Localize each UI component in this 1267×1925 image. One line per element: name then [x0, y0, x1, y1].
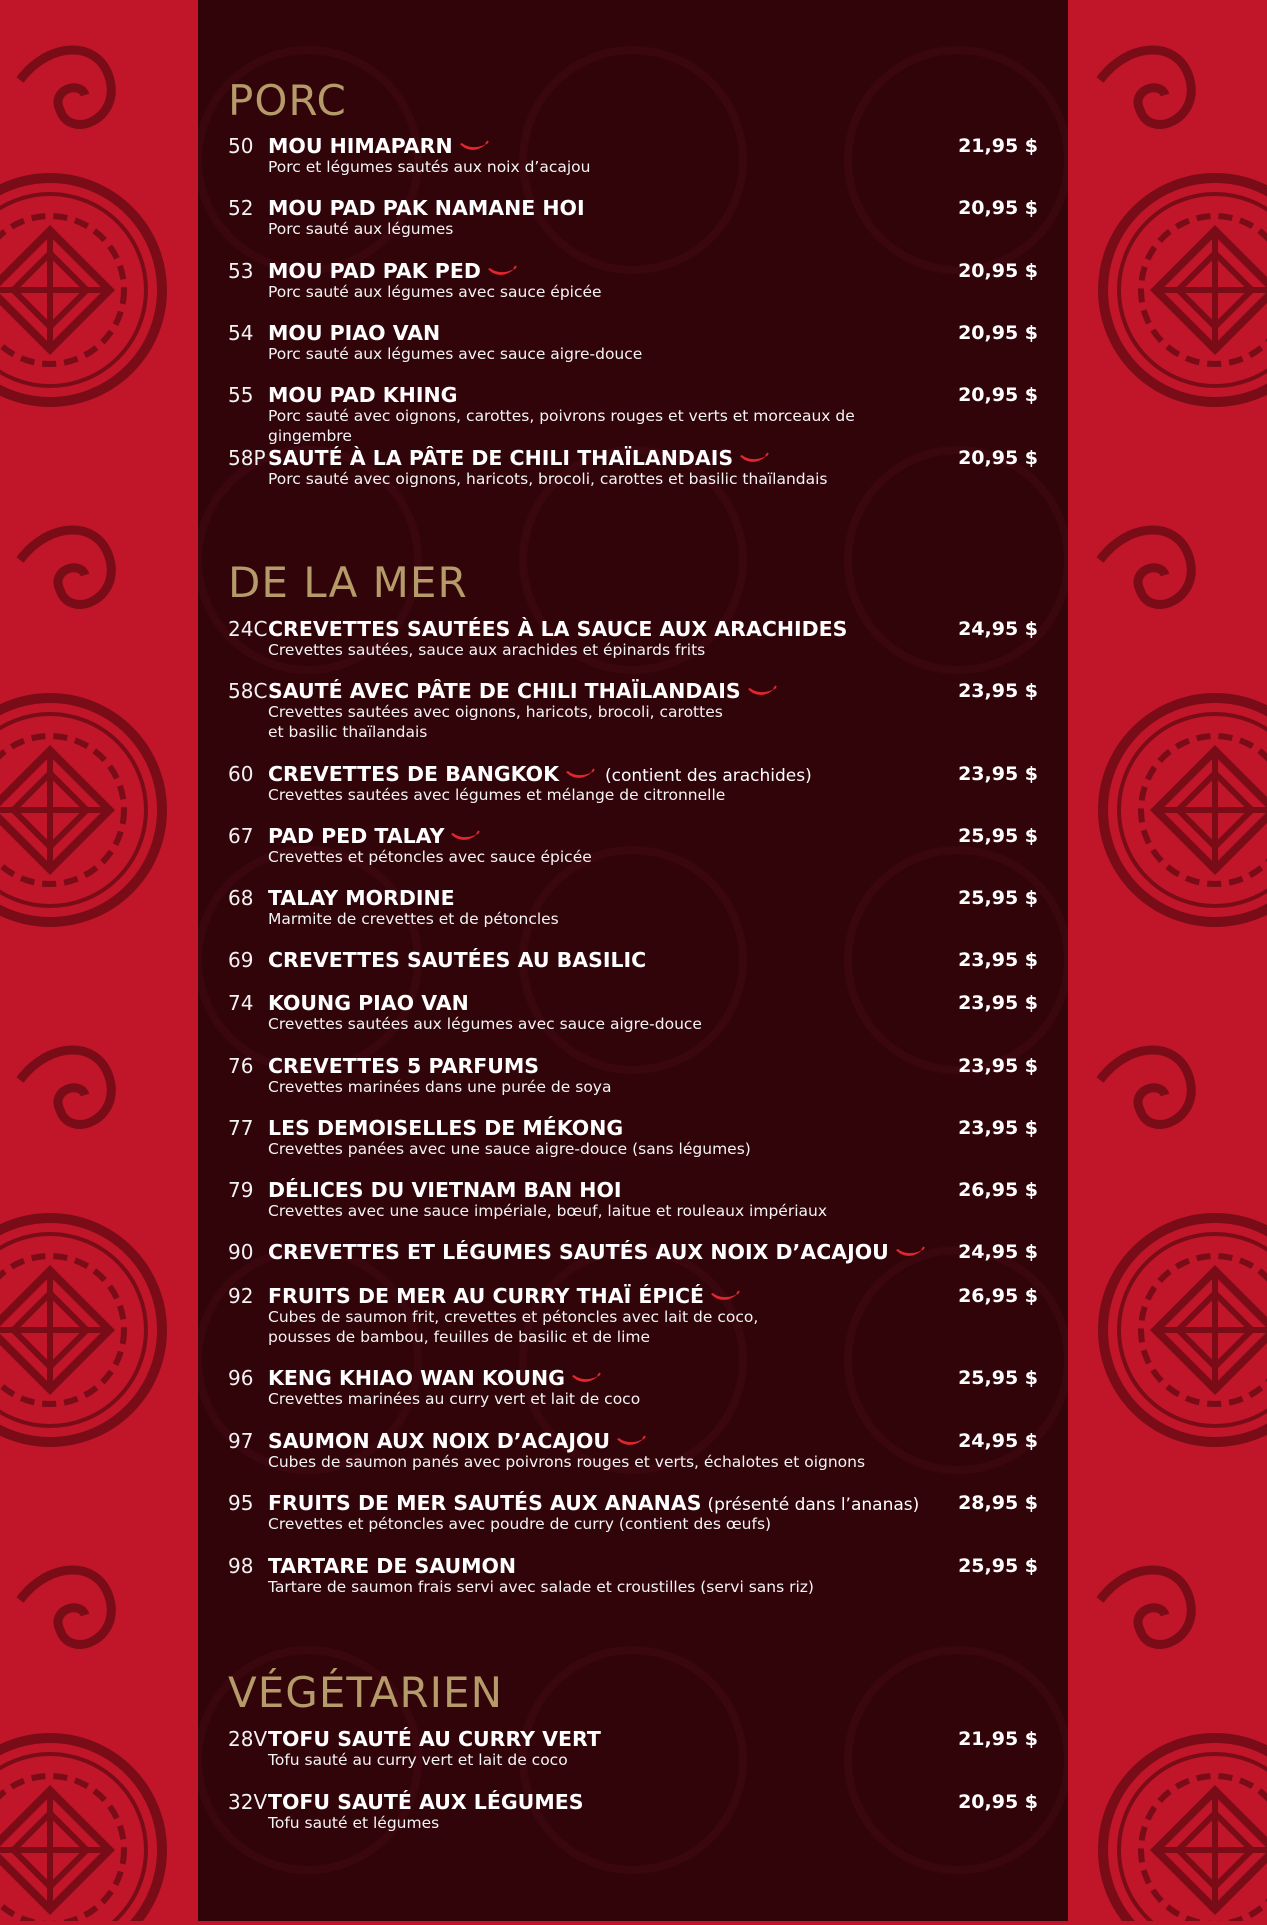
item-name-wrap [268, 823, 480, 849]
item-name: PAD PED TALAY [268, 824, 445, 848]
item-name: TARTARE DE SAUMON [268, 1554, 517, 1578]
item-number: 50 [228, 134, 254, 158]
item-description: Porc sauté aux légumes avec sauce aigre-douce [268, 345, 643, 363]
item-description: Porc sauté avec oignons, carottes, poivrons rouges et verts et morceaux de gingembre [268, 407, 855, 445]
chili-pepper-icon [487, 265, 517, 279]
item-note: (présenté dans l’ananas) [707, 1495, 920, 1515]
chili-pepper-icon [710, 1290, 740, 1304]
item-number: 97 [228, 1429, 254, 1453]
item-description: Porc sauté avec oignons, haricots, brocoli, carottes et basilic thaïlandais [268, 470, 828, 488]
item-description: Porc sauté aux légumes avec sauce épicée [268, 283, 602, 301]
item-name: FRUITS DE MER AU CURRY THAÏ ÉPICÉ [268, 1284, 705, 1308]
item-description: Porc sauté aux légumes [268, 220, 454, 238]
item-name: FRUITS DE MER SAUTÉS AUX ANANAS [268, 1491, 702, 1515]
item-number: 96 [228, 1366, 254, 1390]
item-name-wrap [268, 1365, 601, 1391]
item-description: Cubes de saumon frit, crevettes et pétoncles avec lait de coco, pousses de bambou, feuilles de basilic et de lime [268, 1308, 759, 1346]
item-price: 25,95 $ [958, 1367, 1038, 1389]
item-price: 23,95 $ [958, 1117, 1038, 1139]
item-name: TALAY MORDINE [268, 886, 455, 910]
item-description: Crevettes panées avec une sauce aigre-douce (sans légumes) [268, 1140, 751, 1158]
item-description: Tofu sauté au curry vert et lait de coco [268, 1751, 568, 1769]
item-description: Crevettes avec une sauce impériale, bœuf, laitue et rouleaux impériaux [268, 1202, 827, 1220]
item-description: Crevettes sautées avec oignons, haricots, brocoli, carottes et basilic thaïlandais [268, 703, 723, 741]
item-price: 21,95 $ [958, 135, 1038, 157]
item-name: MOU PIAO VAN [268, 321, 441, 345]
item-number: 58C [228, 679, 268, 703]
chili-pepper-icon [459, 140, 489, 154]
item-price: 23,95 $ [958, 992, 1038, 1014]
item-number: 55 [228, 383, 254, 407]
item-name-wrap [268, 1789, 584, 1815]
item-price: 20,95 $ [958, 1791, 1038, 1813]
item-description: Crevettes et pétoncles avec poudre de curry (contient des œufs) [268, 1515, 772, 1533]
chili-pepper-icon [565, 768, 595, 782]
item-name-wrap [268, 1177, 622, 1203]
item-price: 21,95 $ [958, 1728, 1038, 1750]
item-name-wrap [268, 616, 847, 642]
section-title: PORC [228, 76, 347, 125]
item-number: 98 [228, 1554, 254, 1578]
item-name-wrap [268, 678, 777, 704]
item-number: 32V [228, 1790, 268, 1814]
item-name: MOU PAD PAK PED [268, 259, 481, 283]
item-name-wrap [268, 195, 585, 221]
item-number: 76 [228, 1054, 254, 1078]
item-description: Crevettes marinées dans une purée de soya [268, 1078, 612, 1096]
item-price: 20,95 $ [958, 260, 1038, 282]
item-name-wrap [268, 1553, 516, 1579]
item-name-wrap [268, 445, 769, 471]
item-name-wrap [268, 1428, 646, 1454]
item-description: Crevettes sautées, sauce aux arachides et épinards frits [268, 641, 706, 659]
item-name: SAUTÉ AVEC PÂTE DE CHILI THAÏLANDAIS [268, 679, 741, 703]
item-price: 25,95 $ [958, 1555, 1038, 1577]
item-description: Tartare de saumon frais servi avec salade et croustilles (servi sans riz) [268, 1578, 814, 1596]
item-name: DÉLICES DU VIETNAM BAN HOI [268, 1178, 622, 1202]
section-title: DE LA MER [228, 558, 468, 607]
item-number: 79 [228, 1178, 254, 1202]
item-name-wrap [268, 320, 440, 346]
item-price: 23,95 $ [958, 680, 1038, 702]
item-description: Crevettes marinées au curry vert et lait de coco [268, 1390, 641, 1408]
item-name: TOFU SAUTÉ AU CURRY VERT [268, 1727, 601, 1751]
item-name-wrap [268, 1239, 925, 1265]
item-number: 24C [228, 617, 268, 641]
item-price: 20,95 $ [958, 384, 1038, 406]
item-name: LES DEMOISELLES DE MÉKONG [268, 1116, 624, 1140]
item-number: 74 [228, 991, 254, 1015]
chili-pepper-icon [895, 1246, 925, 1260]
item-description: Cubes de saumon panés avec poivrons rouges et verts, échalotes et oignons [268, 1453, 866, 1471]
item-name-wrap [268, 1115, 623, 1141]
item-name-wrap [268, 990, 469, 1016]
item-number: 53 [228, 259, 254, 283]
chili-pepper-icon [739, 452, 769, 466]
item-name-wrap [268, 947, 646, 973]
item-name: CREVETTES SAUTÉES À LA SAUCE AUX ARACHIDES [268, 617, 848, 641]
item-name: KOUNG PIAO VAN [268, 991, 469, 1015]
item-name: CREVETTES DE BANGKOK [268, 762, 559, 786]
item-name: MOU PAD KHING [268, 383, 458, 407]
item-number: 90 [228, 1240, 254, 1264]
item-name-wrap [268, 885, 455, 911]
item-number: 60 [228, 762, 254, 786]
chili-pepper-icon [616, 1435, 646, 1449]
item-description: Marmite de crevettes et de pétoncles [268, 910, 559, 928]
item-price: 20,95 $ [958, 322, 1038, 344]
item-description: Porc et légumes sautés aux noix d’acajou [268, 158, 591, 176]
item-name: SAUMON AUX NOIX D’ACAJOU [268, 1429, 611, 1453]
item-name: MOU PAD PAK NAMANE HOI [268, 196, 585, 220]
item-price: 25,95 $ [958, 825, 1038, 847]
item-name: CREVETTES 5 PARFUMS [268, 1054, 540, 1078]
item-price: 20,95 $ [958, 447, 1038, 469]
item-description: Crevettes sautées aux légumes avec sauce aigre-douce [268, 1015, 702, 1033]
chili-pepper-icon [450, 830, 480, 844]
item-description: Crevettes et pétoncles avec sauce épicée [268, 848, 592, 866]
item-price: 26,95 $ [958, 1179, 1038, 1201]
item-number: 52 [228, 196, 254, 220]
chili-pepper-icon [571, 1372, 601, 1386]
item-number: 77 [228, 1116, 254, 1140]
item-name: KENG KHIAO WAN KOUNG [268, 1366, 565, 1390]
item-number: 28V [228, 1727, 268, 1751]
item-name: MOU HIMAPARN [268, 134, 453, 158]
section-title: VÉGÉTARIEN [228, 1668, 504, 1717]
item-price: 23,95 $ [958, 763, 1038, 785]
item-price: 24,95 $ [958, 1241, 1038, 1263]
item-description: Crevettes sautées avec légumes et mélange de citronnelle [268, 786, 726, 804]
item-name-wrap [268, 258, 517, 284]
item-price: 26,95 $ [958, 1285, 1038, 1307]
item-price: 23,95 $ [958, 1055, 1038, 1077]
item-name: TOFU SAUTÉ AUX LÉGUMES [268, 1790, 584, 1814]
item-price: 20,95 $ [958, 197, 1038, 219]
item-name: SAUTÉ À LA PÂTE DE CHILI THAÏLANDAIS [268, 446, 734, 470]
item-name: CREVETTES ET LÉGUMES SAUTÉS AUX NOIX D’ACAJOU [268, 1240, 889, 1264]
item-name-wrap [268, 1283, 740, 1309]
item-number: 92 [228, 1284, 254, 1308]
item-number: 95 [228, 1491, 254, 1515]
item-number: 69 [228, 948, 254, 972]
item-name-wrap [268, 133, 489, 159]
item-number: 58P [228, 446, 266, 470]
item-price: 23,95 $ [958, 949, 1038, 971]
item-number: 68 [228, 886, 254, 910]
item-price: 25,95 $ [958, 887, 1038, 909]
item-price: 24,95 $ [958, 618, 1038, 640]
item-name-wrap [268, 1053, 539, 1079]
item-note: (contient des arachides) [604, 766, 812, 786]
item-name-wrap [268, 1726, 601, 1752]
item-price: 24,95 $ [958, 1430, 1038, 1452]
item-description: Tofu sauté et légumes [268, 1814, 440, 1832]
item-number: 67 [228, 824, 254, 848]
item-name-wrap [268, 382, 457, 408]
chili-pepper-icon [747, 685, 777, 699]
item-name: CREVETTES SAUTÉES AU BASILIC [268, 948, 647, 972]
item-price: 28,95 $ [958, 1492, 1038, 1514]
item-number: 54 [228, 321, 254, 345]
